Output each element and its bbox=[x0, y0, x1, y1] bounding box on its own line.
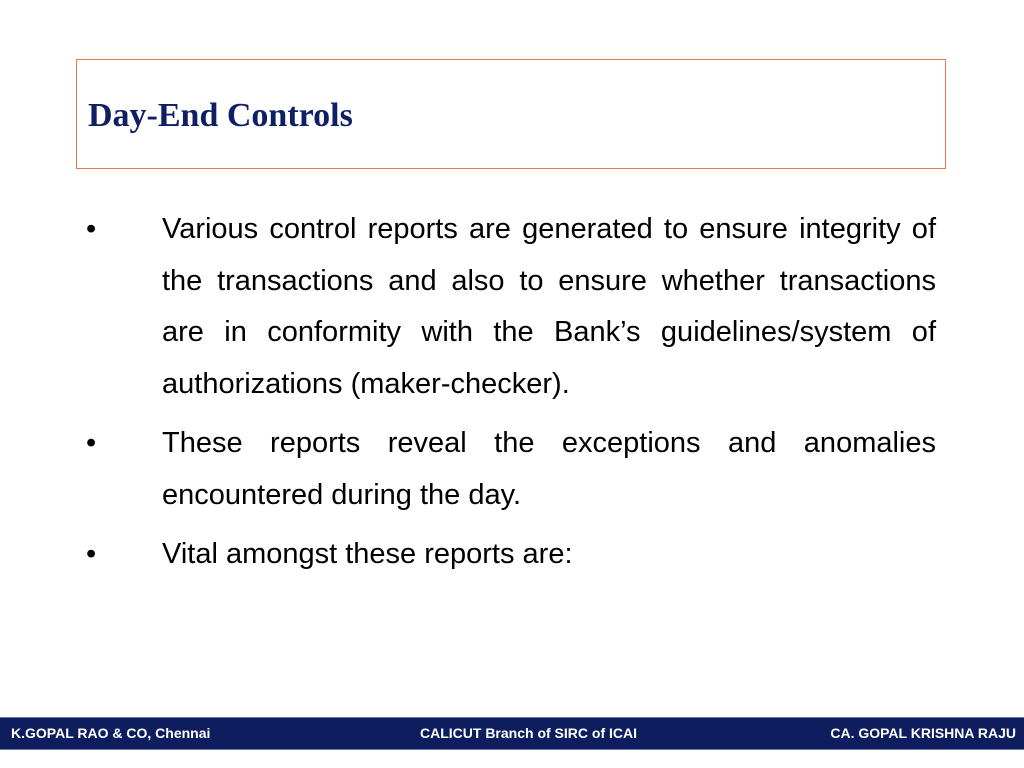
footer-center-text: CALICUT Branch of SIRC of ICAI bbox=[420, 725, 637, 741]
bullet-text: Vital amongst these reports are: bbox=[162, 538, 573, 570]
bullet-item bbox=[86, 204, 936, 410]
bullet-icon: • bbox=[86, 538, 97, 570]
bullet-text: Various control reports are generated to ensure integrity of the transactions and also to ensure whether transactions are in conformity with the Bank’s guidelines/system of authorizations (maker-checker). bbox=[162, 213, 936, 400]
bullet-icon: • bbox=[86, 427, 97, 459]
bullet-icon: • bbox=[86, 213, 97, 245]
title-box bbox=[76, 59, 946, 169]
bullet-item bbox=[86, 529, 936, 581]
bullet-text: These reports reveal the exceptions and anomalies encountered during the day. bbox=[162, 427, 936, 511]
bullet-list bbox=[86, 204, 936, 589]
footer-bar bbox=[0, 717, 1024, 750]
footer-left-text: K.GOPAL RAO & CO, Chennai bbox=[11, 725, 211, 741]
footer-right-text: CA. GOPAL KRISHNA RAJU bbox=[830, 725, 1016, 741]
slide-title: Day-End Controls bbox=[88, 97, 353, 134]
bullet-item bbox=[86, 418, 936, 521]
